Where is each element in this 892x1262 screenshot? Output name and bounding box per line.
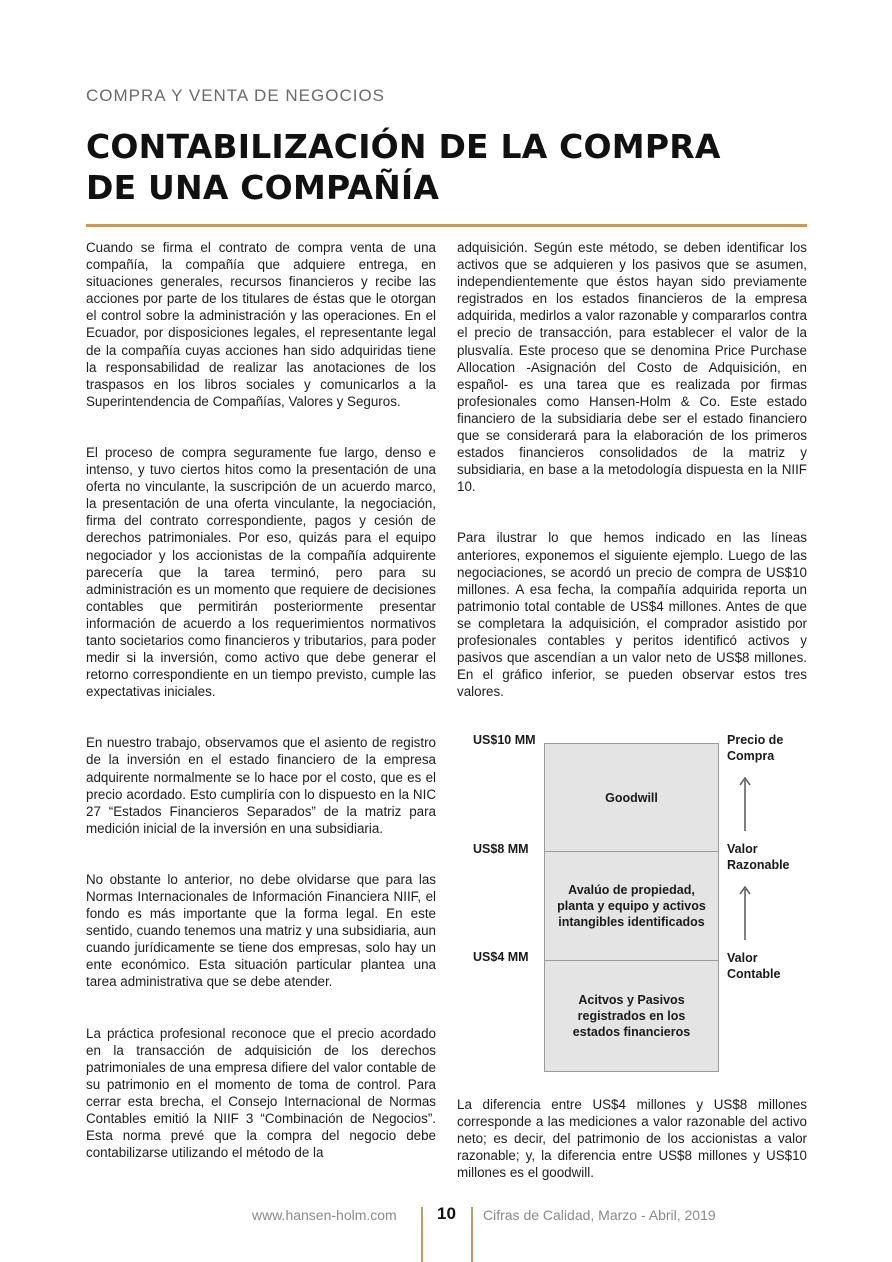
chart-segment-book-value: Acitvos y Pasivos registrados en los estados financieros	[544, 960, 719, 1072]
footer-website: www.hansen-holm.com	[252, 1207, 397, 1223]
label-book-value: Valor Contable	[727, 951, 781, 981]
section-label: COMPRA Y VENTA DE NEGOCIOS	[86, 86, 386, 105]
chart-segment-fair-value: Avalúo de propiedad, planta y equipo y activos intangibles identificados	[544, 851, 719, 961]
paragraph: La práctica profesional reconoce que el precio acordado en la transacción de adquisición de los derechos patrimoniales de una empresa difiere del valor contable de su patrimonio en el momento de toma de control. Para cerrar esta brecha, el Consejo Internacional de Normas Contables emitió la NIIF 3 “Combinación de Negocios”. Esta norma prevé que la compra del negocio debe contabilizarse utilizando el método de la	[86, 1025, 436, 1161]
left-column	[86, 239, 436, 1161]
paragraph: No obstante lo anterior, no debe olvidarse que para las Normas Internacionales de Información Financiera NIIF, el fondo es más importante que la forma legal. En este sentido, cuando tenemos una matriz y una subsidiaria, aun cuando jurídicamente se tiene dos empresas, solo hay un ente económico. Esta situación particular plantea una tarea administrativa que se debe atender.	[86, 871, 436, 990]
page-title	[86, 126, 806, 208]
footer-divider	[421, 1207, 423, 1262]
chart-segment-goodwill: Goodwill	[544, 743, 719, 852]
footer-divider	[471, 1207, 473, 1262]
tick-label-4: US$4 MM	[473, 950, 529, 964]
valuation-chart	[457, 728, 807, 1078]
label-purchase-price: Precio de Compra	[727, 733, 784, 763]
paragraph: adquisición. Según este método, se deben identificar los activos que se adquieren y los pasivos que se asumen, independientemente que éstos hayan sido previamente registrados en los estados financieros de la empresa adquirida, medirlos a valor razonable y compararlos contra el precio de transacción, para establecer el valor de la plusvalía. Este proceso que se denomina Price Purchase Allocation -Asignación del Costo de Adquisición, en español- es una tarea que es realizada por firmas profesionales como Hansen-Holm & Co. Este estado financiero de la subsidiaria debe ser el estado financiero que se considerará para la elaboración de los primeros estados financieros consolidados de la matriz y subsidiaria, en base a la metodología dispuesta en la NIIF 10.	[457, 240, 807, 495]
title-divider	[86, 224, 807, 227]
arrow-up-icon	[739, 776, 751, 832]
page-number: 10	[437, 1204, 456, 1223]
right-column-bottom	[457, 1096, 807, 1181]
tick-label-10: US$10 MM	[473, 733, 536, 747]
paragraph: En nuestro trabajo, observamos que el asiento de registro de la inversión en el estado financiero de la empresa adquirente normalmente se lo hace por el costo, que es el precio acordado. Esto cumpliría con lo dispuesto en la NIC 27 “Estados Financieros Separados” de la matriz para medición inicial de la inversión en una subsidiaria.	[86, 735, 436, 836]
arrow-up-icon	[739, 885, 751, 941]
label-fair-value: Valor Razonable	[727, 842, 790, 872]
title-line-2: DE UNA COMPAÑÍA	[86, 168, 440, 207]
paragraph: La diferencia entre US$4 millones y US$8 millones corresponde a las mediciones a valor razonable del activo neto; es decir, del patrimonio de los accionistas a valor razonable; y, la diferencia entre US$8 millones y US$10 millones es el goodwill.	[457, 1097, 807, 1181]
footer-publication: Cifras de Calidad, Marzo - Abril, 2019	[483, 1207, 716, 1223]
tick-label-8: US$8 MM	[473, 842, 529, 856]
paragraph: Cuando se firma el contrato de compra venta de una compañía, la compañía que adquiere entrega, en situaciones generales, recursos financieros y recibe las acciones por parte de los titulares de éstas que le otorgan el control sobre la administración y las operaciones. En el Ecuador, por disposiciones legales, el representante legal de la compañía cuyas acciones han sido adquiridas tiene la responsabilidad de realizar las anotaciones de los traspasos en los libros sociales y comunicarlos a la Superintendencia de Compañías, Valores y Seguros.	[86, 240, 436, 409]
paragraph: El proceso de compra seguramente fue largo, denso e intenso, y tuvo ciertos hitos como la presentación de una oferta no vinculante, la suscripción de un acuerdo marco, la presentación de una oferta vinculante, la negociación, firma del contrato correspondiente, pagos y cesión de derechos patrimoniales. Por eso, quizás para el equipo negociador y los accionistas de la compañía adquirente parecería que la tarea terminó, pero para su administración es un momento que requiere de decisiones contables que permitirán posteriormente presentar información de acuerdo a los requerimientos normativos tanto societarios como financieros y tributarios, para poder medir si la inversión, como activo que debe generar el retorno correspondiente en un tiempo previsto, cumple las expectativas iniciales.	[86, 444, 436, 700]
paragraph: Para ilustrar lo que hemos indicado en las líneas anteriores, exponemos el siguiente ejemplo. Luego de las negociaciones, se acordó un precio de compra de US$10 millones. A esa fecha, la compañía adquirida reporta un patrimonio total contable de US$4 millones. Antes de que se completara la adquisición, el comprador asistido por profesionales contables y peritos identificó activos y pasivos que ascendían a un valor neto de US$8 millones. En el gráfico inferior, se pueden observar estos tres valores.	[457, 530, 807, 700]
right-column	[457, 239, 807, 700]
title-line-1: CONTABILIZACIÓN DE LA COMPRA	[86, 127, 721, 166]
